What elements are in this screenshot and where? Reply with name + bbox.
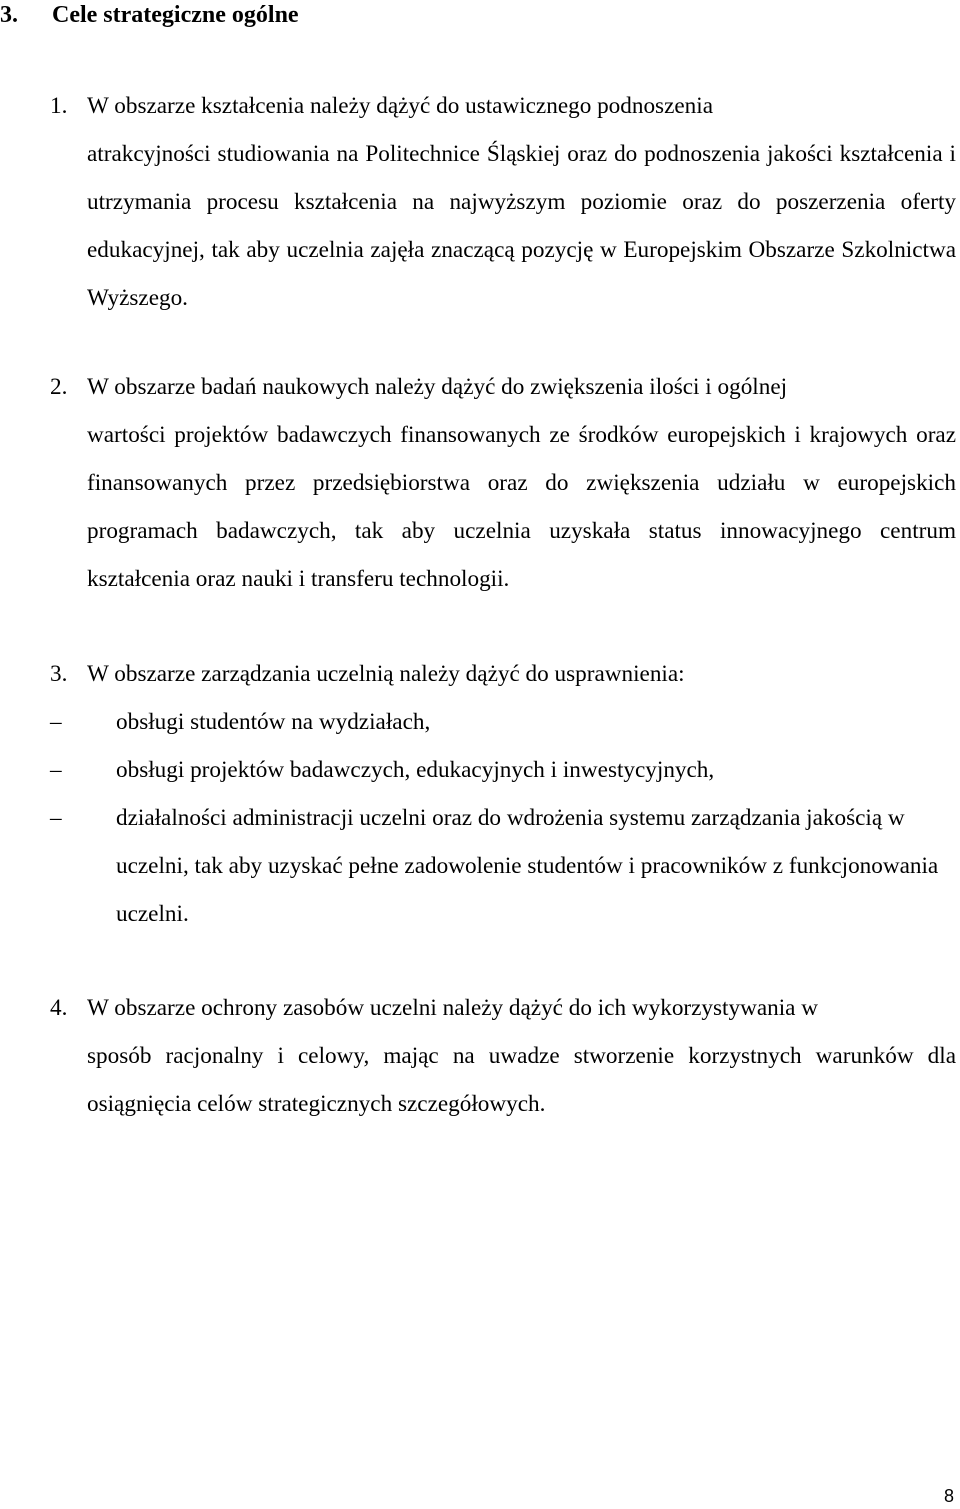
goal-item-2-lead: W obszarze badań naukowych należy dążyć do zwiększenia ilości i ogólnej (87, 374, 788, 400)
list-item-text: działalności administracji uczelni oraz do wdrożenia systemu zarządzania jakością w uczelni, tak aby uzyskać pełne zadowolenie studentów i pracowników z funkcjonowania uczelni. (116, 805, 939, 927)
dash-bullet-icon: – (50, 757, 62, 783)
goal-item-3-list (50, 698, 956, 938)
section-title: Cele strategiczne ogólne (52, 2, 299, 28)
goal-item-4-lead: W obszarze ochrony zasobów uczelni należy dążyć do ich wykorzystywania w (87, 995, 818, 1021)
goal-item-2-text: wartości projektów badawczych finansowanych ze środków europejskich i krajowych oraz finansowanych przez przedsiębiorstwa oraz do zwiększenia udziału w europejskich programach badawczych, tak aby uczelnia uzyskała status innowacyjnego centrum kształcenia oraz nauki i transferu technologii. (87, 422, 956, 592)
goal-item-1-first-line (50, 82, 956, 130)
dash-bullet-icon: – (50, 709, 62, 735)
goal-item-4-number: 4. (50, 995, 68, 1021)
goal-item-2-number: 2. (50, 374, 68, 400)
goal-item-3 (50, 650, 956, 938)
goal-item-4 (50, 984, 956, 1128)
dash-bullet-icon: – (50, 805, 62, 831)
list-item (50, 746, 956, 794)
goal-item-1-lead: W obszarze kształcenia należy dążyć do ustawicznego podnoszenia (87, 93, 713, 119)
list-item-text: obsługi projektów badawczych, edukacyjnych i inwestycyjnych, (116, 757, 715, 783)
section-heading (0, 0, 299, 30)
goal-item-1 (50, 82, 956, 322)
list-item (50, 698, 956, 746)
goal-item-4-first-line (50, 984, 956, 1032)
page-number: 8 (943, 1486, 954, 1506)
goal-item-4-text: sposób racjonalny i celowy, mając na uwadze stworzenie korzystnych warunków dla osiągnięcia celów strategicznych szczegółowych. (87, 1043, 956, 1117)
goal-item-3-intro-line (50, 650, 956, 698)
goal-item-2-first-line (50, 363, 956, 411)
goal-item-3-number: 3. (50, 661, 68, 687)
goal-item-1-number: 1. (50, 93, 68, 119)
goal-item-2 (50, 363, 956, 603)
list-item (50, 794, 956, 938)
goal-item-1-text: atrakcyjności studiowania na Politechnice Śląskiej oraz do podnoszenia jakości kształcenia i utrzymania procesu kształcenia na najwyższym poziomie oraz do poszerzenia oferty edukacyjnej, tak aby uczelnia zajęła znaczącą pozycję w Europejskim Obszarze Szkolnictwa Wyższego. (87, 141, 956, 311)
section-number: 3. (0, 2, 18, 28)
goal-item-3-intro: W obszarze zarządzania uczelnią należy dążyć do usprawnienia: (87, 661, 685, 687)
list-item-text: obsługi studentów na wydziałach, (116, 709, 431, 735)
